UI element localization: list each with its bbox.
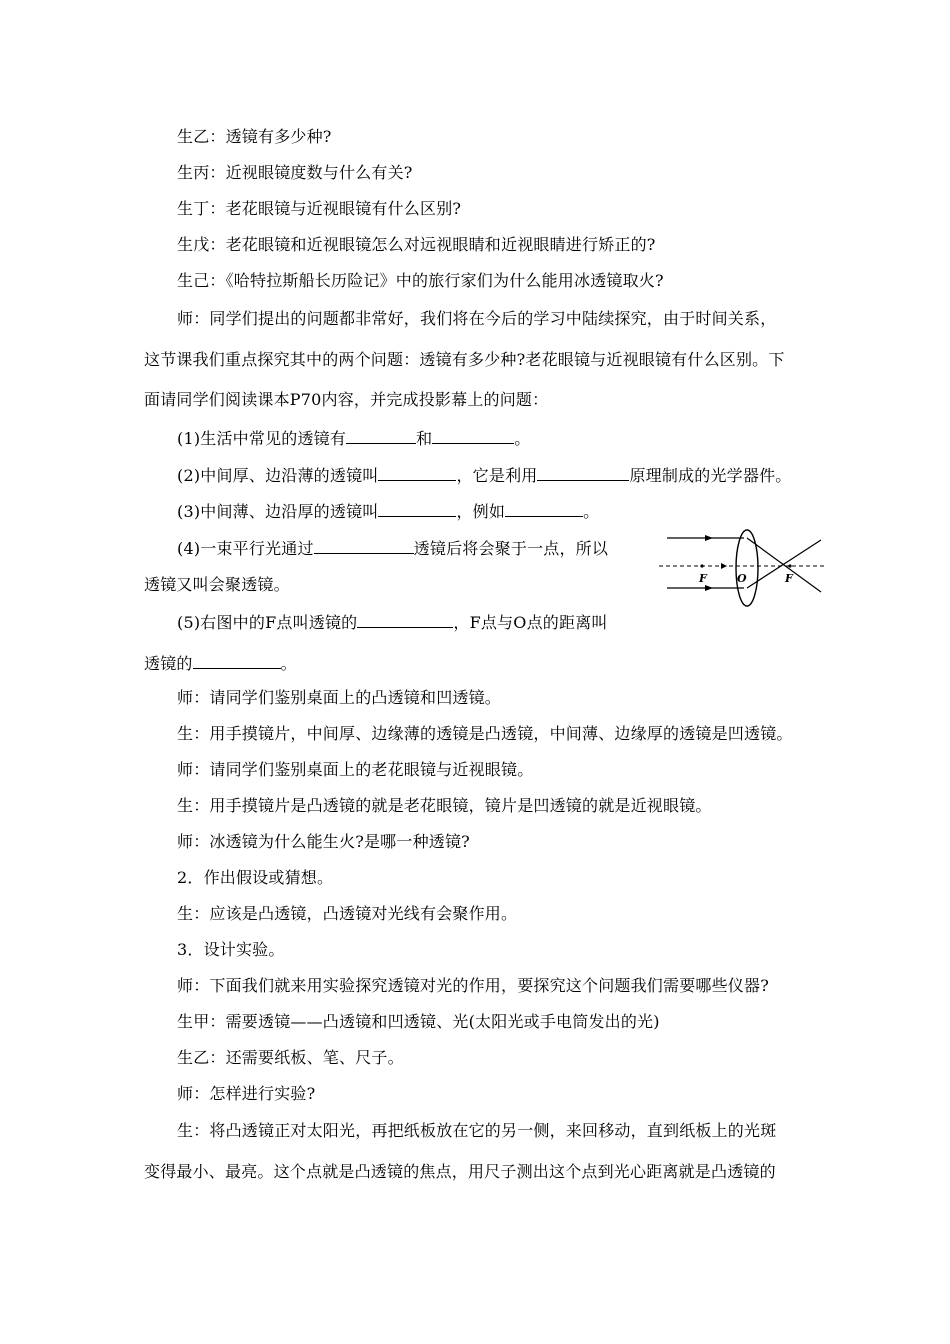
question-3: (3)中间薄、边沿厚的透镜叫 ，例如 。 xyxy=(177,502,600,521)
optical-center-label: O xyxy=(737,572,747,585)
dialogue-line: 生丁：老花眼镜与近视眼镜有什么区别? xyxy=(177,199,462,218)
dialogue-line: 生己：《哈特拉斯船长历险记》中的旅行家们为什么能用冰透镜取火? xyxy=(177,271,664,290)
dialogue-line: 师：请同学们鉴别桌面上的老花眼镜与近视眼镜。 xyxy=(177,760,534,779)
question-1: (1)生活中常见的透镜有 和 。 xyxy=(177,429,531,448)
dialogue-line: 生丙：近视眼镜度数与什么有关? xyxy=(177,163,413,182)
dialogue-line: 生：将凸透镜正对太阳光，再把纸板放在它的另一侧，来回移动，直到纸板上的光斑 xyxy=(177,1121,777,1140)
answer-blank[interactable] xyxy=(378,500,456,517)
answer-blank[interactable] xyxy=(537,464,629,481)
answer-blank[interactable] xyxy=(346,427,416,444)
section-heading: 2．作出假设或猜想。 xyxy=(177,868,334,887)
arrow-icon xyxy=(721,563,727,569)
question-5-continued: 透镜的 。 xyxy=(144,654,297,673)
answer-blank[interactable] xyxy=(432,427,514,444)
answer-blank[interactable] xyxy=(193,652,281,669)
focal-label-right: F xyxy=(785,572,793,585)
dialogue-line: 师：同学们提出的问题都非常好，我们将在今后的学习中陆续探究，由于时间关系， xyxy=(177,309,777,328)
dialogue-line: 生乙：还需要纸板、笔、尺子。 xyxy=(177,1048,404,1067)
paragraph-line: 变得最小、最亮。这个点就是凸透镜的焦点，用尺子测出这个点到光心距离就是凸透镜的 xyxy=(144,1162,776,1181)
dialogue-line: 生：用手摸镜片是凸透镜的就是老花眼镜，镜片是凹透镜的就是近视眼镜。 xyxy=(177,796,712,815)
question-5: (5)右图中的F点叫透镜的 ，F点与O点的距离叫 xyxy=(177,613,608,632)
question-4-continued: 透镜又叫会聚透镜。 xyxy=(144,575,290,594)
paragraph-line: 这节课我们重点探究其中的两个问题：透镜有多少种?老花眼镜与近视眼镜有什么区别。下 xyxy=(144,350,785,369)
dialogue-line: 师：冰透镜为什么能生火?是哪一种透镜? xyxy=(177,832,470,851)
arrow-icon xyxy=(705,535,713,541)
section-heading: 3．设计实验。 xyxy=(177,940,285,959)
focal-point-dot xyxy=(700,564,703,567)
answer-blank[interactable] xyxy=(505,500,583,517)
dialogue-line: 师：下面我们就来用实验探究透镜对光的作用，要探究这个问题我们需要哪些仪器? xyxy=(177,976,769,995)
convex-lens-diagram xyxy=(657,524,827,610)
dialogue-line: 师：请同学们鉴别桌面上的凸透镜和凹透镜。 xyxy=(177,688,502,707)
focal-point-dot xyxy=(788,564,791,567)
answer-blank[interactable] xyxy=(314,537,414,554)
focal-label-left: F xyxy=(699,572,707,585)
dialogue-line: 生乙：透镜有多少种? xyxy=(177,127,332,146)
dialogue-line: 生：应该是凸透镜，凸透镜对光线有会聚作用。 xyxy=(177,904,518,923)
answer-blank[interactable] xyxy=(357,611,453,628)
answer-blank[interactable] xyxy=(378,464,456,481)
paragraph-line: 面请同学们阅读课本P70内容，并完成投影幕上的问题： xyxy=(144,390,549,409)
arrow-icon xyxy=(705,585,713,591)
dialogue-line: 师：怎样进行实验? xyxy=(177,1084,316,1103)
question-4: (4)一束平行光通过 透镜后将会聚于一点，所以 xyxy=(177,539,609,558)
dialogue-line: 生：用手摸镜片，中间厚、边缘薄的透镜是凸透镜，中间薄、边缘厚的透镜是凹透镜。 xyxy=(177,724,793,743)
question-2: (2)中间厚、边沿薄的透镜叫 ，它是利用 原理制成的光学器件。 xyxy=(177,466,792,485)
dialogue-line: 生戊：老花眼镜和近视眼镜怎么对远视眼睛和近视眼睛进行矫正的? xyxy=(177,235,656,254)
dialogue-line: 生甲：需要透镜——凸透镜和凹透镜、光(太阳光或手电筒发出的光) xyxy=(177,1012,660,1031)
convex-lens-shape xyxy=(736,530,758,606)
